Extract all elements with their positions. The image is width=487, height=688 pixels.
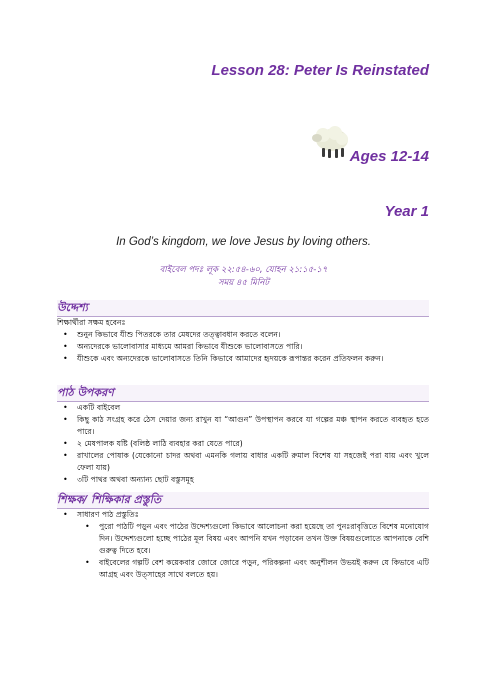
list-item: • অন্যদেরকে ভালোবাসার মাধ্যমে আমরা কিভাবে যীশুকে ভালোবাসতে পারি। (57, 341, 429, 353)
list-item: • সাধারণ পাঠ প্রস্তুতিঃ (57, 509, 429, 521)
materials-heading: পাঠ উপকরণ (57, 385, 429, 402)
list-item: • বাইবেলের গল্পটি বেশ কয়েকবার জোরে জোরে পড়ুন, পরিকল্পনা এবং অনুশীলন উভয়ই করুন যে কিভাবে এটি আগ্রহ এবং উত্সাহের সাথে বলতে হয়। (79, 557, 429, 581)
curriculum-year: Year 1 (384, 203, 429, 220)
list-item: • ২ মেষপালক যষ্টি (বলিষ্ঠ লাঠি ব্যবহার করা যেতে পারে) (57, 438, 429, 450)
lesson-duration: সময় ৪৫ মিনিট (217, 278, 270, 288)
list-item: • ৩টি পাথর অথবা অন্যান্য ছোট বস্তুসমূহ (57, 474, 429, 486)
objectives-intro: শিক্ষার্থীরা সক্ষম হবেনঃ (57, 318, 126, 327)
list-item: • যীশুকে এবং অন্যদেরকে ভালোবাসতে তিনি কিভাবে আমাদের হৃদয়কে রূপান্তর করেন প্রতিফলন করুন। (57, 353, 429, 365)
list-item: • একটি বাইবেল (57, 402, 429, 414)
age-range: Ages 12-14 (349, 148, 429, 165)
list-item: • শুনুন কিভাবে যীশু পিতরকে তার মেষদের তত্ত্বাবধান করতে বলেন। (57, 329, 429, 341)
lesson-title: Lesson 28: Peter Is Reinstated (211, 62, 429, 79)
objectives-heading: উদ্দেশ্য (57, 300, 429, 317)
preparation-section (57, 492, 429, 581)
objectives-section (57, 300, 429, 365)
preparation-list (57, 509, 429, 521)
preparation-heading: শিক্ষক/ শিক্ষিকার প্রস্তুতি (57, 492, 429, 509)
list-item: • রাখালের পোষাক (যেকোনো চাদর অথবা এমনকি গলায় বাধার একটি রুমাল বিশেষ যা সহজেই পরা যায় এবং খুলে ফেলা যায়) (57, 450, 429, 474)
objectives-list (57, 329, 429, 365)
bible-reference: বাইবেল পদঃ লূক ২২:৫৪-৬০, যোহন ২১:১৫-১৭ (159, 265, 328, 275)
materials-section (57, 385, 429, 486)
lamb-icon (308, 122, 352, 162)
materials-list (57, 402, 429, 486)
list-item: • কিছু কাঠ সংগ্রহ করে ঠেস দেয়ার জন্য রাখুন যা “আগুন” উপস্থাপন করবে যা গল্পের মঞ্চ স্থাপন করতে ব্যবহৃত হতে পারে। (57, 414, 429, 438)
preparation-sublist (79, 521, 429, 581)
list-item: • পুরো পাঠটি পড়ুন এবং পাঠের উদ্দেশ্যগুলো কিভাবে আলোচনা করা হয়েছে তা পুনঃরাবৃত্তিতে বিশেষ মনোযোগ দিন। উদ্দেশ্যগুলো হচ্ছে পাঠের মূল বিষয় এবং আপনি যখন পড়াবেন তখন উক্ত বিষয়গুলোতে আপনাকে বেশি গুরুত্ব দিতে হবে। (79, 521, 429, 557)
lesson-theme: In God’s kingdom, we love Jesus by loving others. (116, 236, 371, 248)
